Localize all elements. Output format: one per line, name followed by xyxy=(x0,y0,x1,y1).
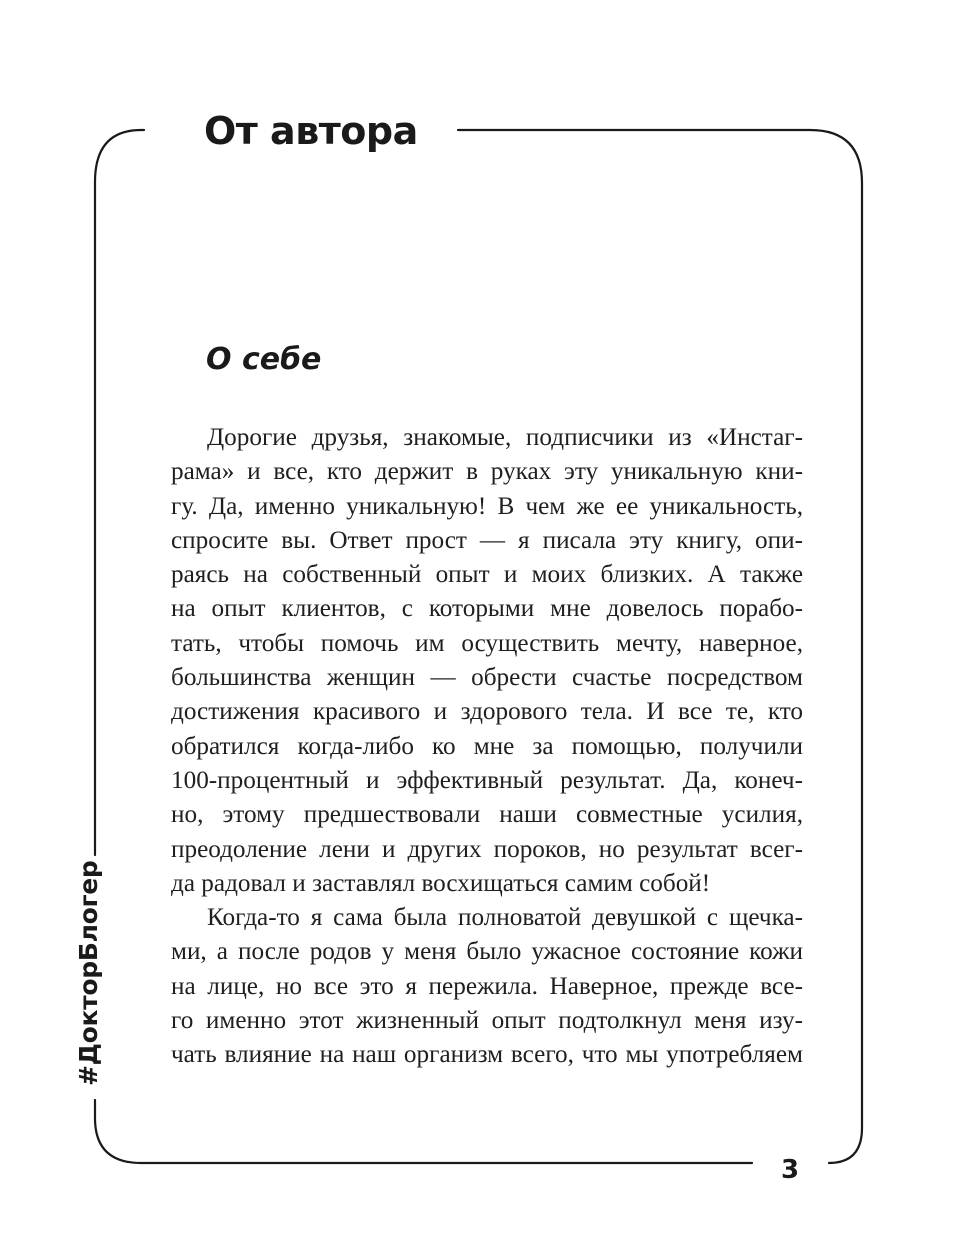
frame-top-left-corner xyxy=(95,130,144,182)
text-line: большинства женщин — обрести счастье посредством xyxy=(171,664,803,692)
text-line: да радовал и заставлял восхищаться самим собой! xyxy=(171,869,711,897)
frame-bottom-right-corner xyxy=(829,1117,862,1163)
text-line: обратился когда-либо ко мне за помощью, получили xyxy=(171,732,803,760)
text-line: Когда-то я сама была полноватой девушкой с щечка- xyxy=(207,904,803,932)
text-line: 100-процентный и эффективный результат. Да, конеч- xyxy=(171,766,803,794)
text-line: достижения красивого и здорового тела. И все те, кто xyxy=(171,698,803,726)
text-line: спросите вы. Ответ прост — я писала эту книгу, опи- xyxy=(171,526,803,554)
text-line: го именно этот жизненный опыт подтолкнул меня изу- xyxy=(171,1007,803,1035)
frame-bottom-left-corner xyxy=(95,1118,141,1163)
text-line: Дорогие друзья, знакомые, подписчики из «Инстаг- xyxy=(207,424,803,451)
text-line: на опыт клиентов, с которыми мне довелось порабо- xyxy=(171,595,803,623)
text-line: гу. Да, именно уникальную! В чем же ее уникальность, xyxy=(171,492,803,520)
chapter-title: От автора xyxy=(204,109,418,153)
text-line: но, этому предшествовали наши совместные усилия, xyxy=(171,801,803,829)
text-line: тать, чтобы помочь им осуществить мечту, наверное, xyxy=(171,629,803,657)
text-line: рама» и все, кто держит в руках эту уникальную кни- xyxy=(171,458,803,486)
side-hashtag: #ДокторБлогер xyxy=(74,860,103,1086)
text-line: преодоление лени и других пороков, но результат всег- xyxy=(171,835,803,863)
text-line: чать влияние на наш организм всего, что мы употребляем xyxy=(171,1041,803,1069)
section-title: О себе xyxy=(206,342,322,377)
body-text xyxy=(171,421,803,1073)
page-number: 3 xyxy=(780,1155,800,1185)
text-line: раясь на собственный опыт и моих близких. А также xyxy=(171,561,803,589)
text-line: на лице, но все это я пережила. Наверное, прежде все- xyxy=(171,972,803,1000)
frame-top-right-corner xyxy=(810,130,862,183)
text-line: ми, а после родов у меня было ужасное состояние кожи xyxy=(171,938,803,966)
